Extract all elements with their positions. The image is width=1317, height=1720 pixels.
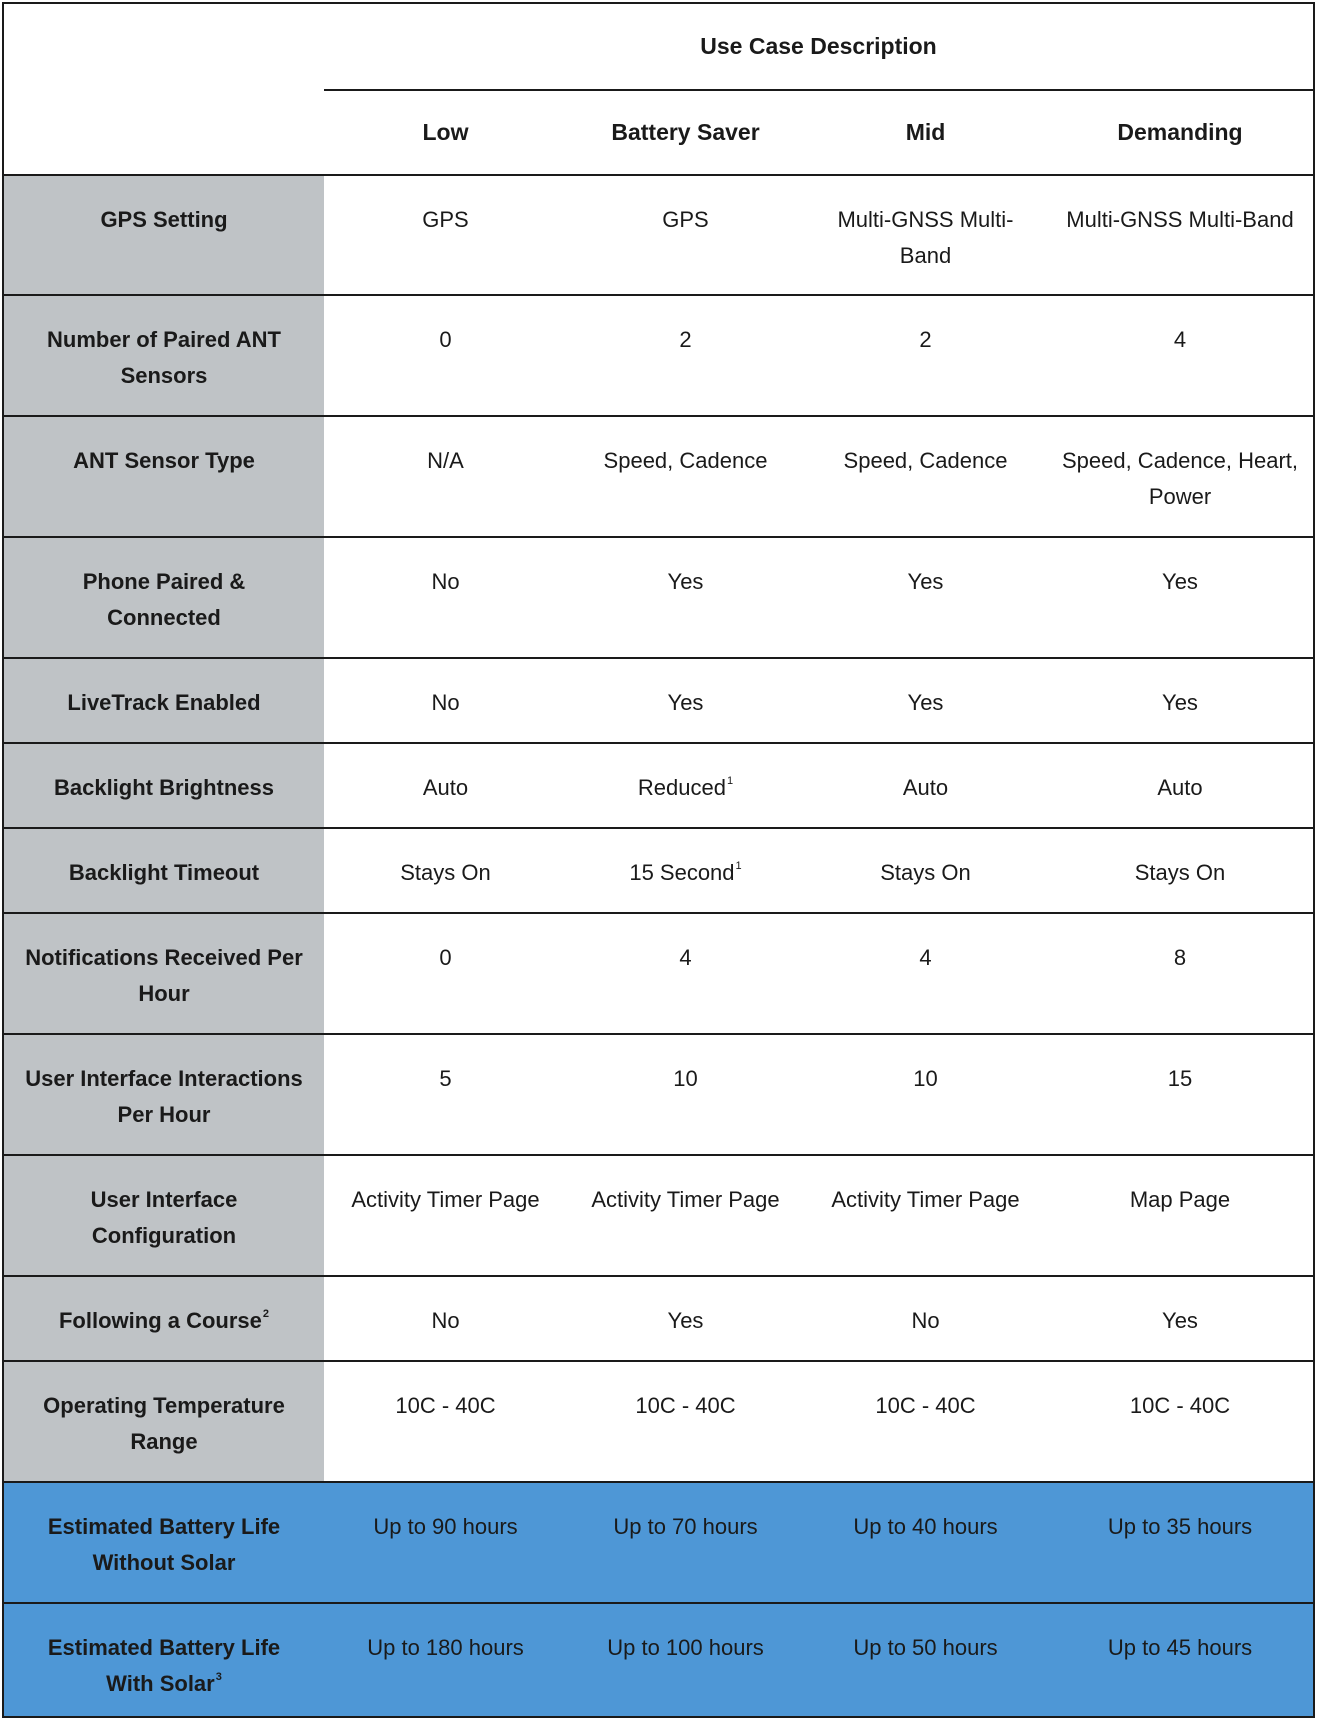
cell-mid: Up to 40 hours [853, 1514, 998, 1539]
row-label: Estimated Battery Life Without Solar [47, 1514, 281, 1575]
cell-demanding: Speed, Cadence, Heart, Power [1061, 448, 1299, 509]
cell-battery-saver [567, 744, 804, 827]
row-label: Backlight Timeout [4, 829, 324, 912]
cell-demanding: 10C - 40C [1129, 1393, 1231, 1418]
row-label: LiveTrack Enabled [4, 659, 324, 742]
row-label: GPS Setting [4, 176, 324, 294]
cell-mid: Speed, Cadence [843, 448, 1008, 473]
cell-battery-saver: 10 [673, 1066, 698, 1091]
table-row-notifications [4, 912, 1313, 1033]
table-row-ui-configuration [4, 1154, 1313, 1275]
cell-demanding: Up to 35 hours [1107, 1514, 1253, 1539]
table-header [4, 4, 1313, 174]
row-label: Notifications Received Per Hour [4, 914, 324, 1033]
footnote-marker: 1 [735, 860, 742, 872]
cell-value: Reduced [637, 775, 726, 800]
cell-mid: Stays On [880, 860, 971, 885]
cell-low: Up to 180 hours [367, 1635, 524, 1660]
cell-mid: Yes [907, 690, 944, 715]
row-label: User Interface Configuration [4, 1156, 324, 1275]
cell-low: Stays On [400, 860, 491, 885]
cell-demanding: Up to 45 hours [1107, 1635, 1253, 1660]
cell-demanding: Auto [1157, 775, 1203, 800]
cell-battery-saver: Up to 100 hours [607, 1635, 764, 1660]
cell-battery-saver: Activity Timer Page [591, 1187, 780, 1212]
cell-low: Activity Timer Page [351, 1187, 540, 1212]
cell-demanding: 8 [1173, 945, 1187, 970]
column-header-demanding: Demanding [1117, 119, 1243, 145]
cell-mid: 2 [919, 327, 932, 352]
row-label: Phone Paired & Connected [4, 538, 324, 657]
cell-low: 10C - 40C [395, 1393, 496, 1418]
cell-battery-saver: 4 [679, 945, 692, 970]
cell-demanding: Yes [1162, 690, 1198, 715]
cell-low: No [431, 569, 460, 594]
column-header-battery-saver: Battery Saver [611, 119, 760, 145]
table-row-battery-life-with-solar [4, 1602, 1313, 1716]
cell-battery-saver: 2 [679, 327, 692, 352]
cell-demanding: Yes [1162, 569, 1198, 594]
row-label: ANT Sensor Type [4, 417, 324, 536]
cell-battery-saver: Yes [667, 1308, 704, 1333]
table-row-phone-paired [4, 536, 1313, 657]
table-row-operating-temperature [4, 1360, 1313, 1481]
table-row-ui-interactions [4, 1033, 1313, 1154]
column-header-low: Low [422, 119, 469, 145]
row-label: Number of Paired ANT Sensors [4, 296, 324, 415]
table-row-following-course [4, 1275, 1313, 1360]
cell-mid: No [911, 1308, 940, 1333]
table-row-backlight-brightness [4, 742, 1313, 827]
cell-low: 0 [439, 327, 452, 352]
cell-low: N/A [427, 448, 464, 473]
table-row-gps-setting [4, 174, 1313, 294]
footnote-marker: 1 [726, 775, 734, 787]
row-label-text: Estimated Battery Life With Solar [47, 1635, 281, 1696]
row-label: User Interface Interactions Per Hour [4, 1035, 324, 1154]
cell-battery-saver: 10C - 40C [635, 1393, 736, 1418]
cell-low: Auto [422, 775, 469, 800]
row-label: Operating Temperature Range [4, 1362, 324, 1481]
cell-battery-saver: Up to 70 hours [613, 1514, 758, 1539]
cell-mid: 10C - 40C [875, 1393, 976, 1418]
cell-low: No [431, 690, 460, 715]
cell-demanding: 4 [1173, 327, 1187, 352]
table-row-backlight-timeout [4, 827, 1313, 912]
cell-low: 0 [439, 945, 452, 970]
column-header-mid: Mid [905, 119, 946, 145]
cell-low: Up to 90 hours [373, 1514, 518, 1539]
cell-low: GPS [422, 207, 469, 232]
cell-low: No [431, 1308, 460, 1333]
cell-mid: Auto [902, 775, 949, 800]
table-row-ant-sensor-type [4, 415, 1313, 536]
cell-mid: Yes [907, 569, 944, 594]
cell-demanding: 15 [1167, 1066, 1193, 1091]
cell-demanding: Yes [1162, 1308, 1198, 1333]
cell-low: 5 [439, 1066, 452, 1091]
cell-battery-saver: Speed, Cadence [603, 448, 768, 473]
row-label: Backlight Brightness [4, 744, 324, 827]
battery-life-table [2, 2, 1315, 1718]
cell-demanding: Multi-GNSS Multi-Band [1066, 207, 1294, 232]
table-row-livetrack [4, 657, 1313, 742]
cell-battery-saver: GPS [662, 207, 709, 232]
cell-value: 15 Second [629, 860, 735, 885]
cell-mid: 10 [913, 1066, 938, 1091]
cell-mid: Up to 50 hours [853, 1635, 998, 1660]
table-row-battery-life-without-solar [4, 1481, 1313, 1602]
cell-battery-saver: Yes [667, 690, 704, 715]
row-label [4, 1604, 324, 1716]
row-label-text: Following a Course [58, 1308, 262, 1333]
footnote-marker: 2 [262, 1308, 270, 1320]
cell-demanding: Map Page [1129, 1187, 1231, 1212]
cell-battery-saver [567, 829, 804, 912]
cell-battery-saver: Yes [667, 569, 704, 594]
cell-mid: 4 [919, 945, 932, 970]
use-case-description-heading: Use Case Description [700, 33, 937, 59]
footnote-marker: 3 [215, 1671, 222, 1683]
cell-mid: Multi-GNSS Multi-Band [837, 207, 1014, 268]
row-label [4, 1277, 324, 1360]
table-row-paired-ant-sensors [4, 294, 1313, 415]
cell-demanding: Stays On [1134, 860, 1226, 885]
cell-mid: Activity Timer Page [831, 1187, 1020, 1212]
